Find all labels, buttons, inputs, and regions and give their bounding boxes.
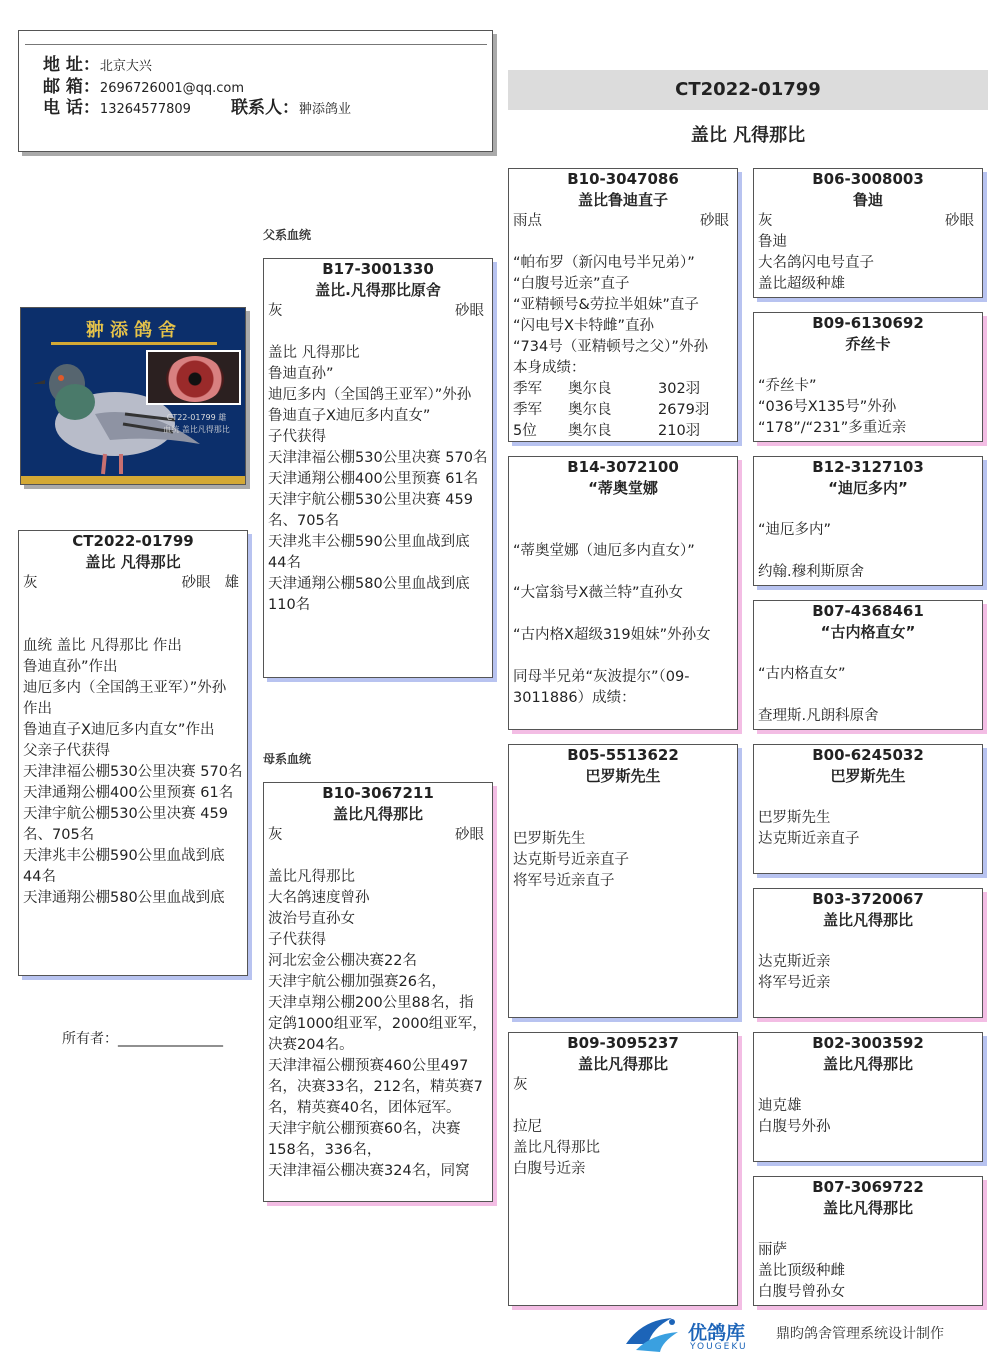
subject-notes: 血统 盖比 凡得那比 作出 鲁迪直孙”作出 迪厄多内（全国鸽王亚军）”外孙 作出 鲁迪直子X迪厄多内直女”作出 父亲子代获得 天津津福公棚530公里决赛 570名 天津通翔公棚400公里预赛 61名 天津宇航公棚530公里决赛 459名、705名 天津兆丰公棚590公里血战到底44名 天津通翔公棚580公里血战到底 [23, 638, 243, 906]
result-race: 奥尔良 [568, 423, 612, 439]
sire-sire-eye: 砂眼 [700, 213, 729, 229]
sire-sire-ring: B10-3047086 [567, 170, 679, 188]
dam-notes: 盖比凡得那比 大名鸽速度曾孙 波治号直孙女 子代获得 河北宏金公棚决赛22名 天津宇航公棚加强赛26名， 天津卓翔公棚200公里88名，指定鸽1000组亚军，2000组亚军，决赛204名。 天津津福公棚预赛460公里497名，决赛33名，212名，精英赛7名，精英赛40名，团体冠军。 天津宇航公棚预赛60名，决赛158名，336名， 天津津福公棚决赛324名，同窝 [268, 869, 487, 1179]
dam-dam-notes: 拉尼 盖比凡得那比 白腹号近亲 [513, 1119, 600, 1177]
sds-ring: B12-3127103 [812, 458, 924, 476]
subject-sex: 雄 [224, 575, 239, 591]
result-race: 奥尔良 [568, 381, 612, 397]
subject-card [18, 530, 248, 976]
result-count: 302羽 [658, 381, 701, 397]
footer-credit: 鼎昀鸽舍管理系统设计制作 [776, 1326, 944, 1342]
email-value[interactable]: 2696726001@qq.com [99, 81, 245, 96]
sire-sire-traits [509, 211, 737, 232]
owner-label: 所有者： [62, 1031, 118, 1047]
dam-sire-name: 巴罗斯先生 [585, 767, 661, 785]
ssd-notes: “乔丝卡” “036号X135号”外孙 “178”/“231”多重近亲 [758, 378, 907, 436]
phone-value: 13264577809 [99, 102, 191, 117]
sdd-card [753, 600, 983, 730]
sire-name: 盖比.凡得那比原舍 [315, 281, 441, 299]
dam-dam-card [508, 1032, 738, 1306]
address-label: 地 址： [43, 55, 100, 75]
dds-notes: 迪克雄 白腹号外孙 [758, 1098, 831, 1135]
sss-name: 鲁迪 [852, 191, 883, 209]
sdd-notes: “古内格直女” 查理斯.凡朗科原舍 [758, 666, 879, 724]
sss-color: 灰 [758, 213, 773, 229]
dam-sire-ring: B05-5513622 [567, 746, 679, 764]
dam-sire-card [508, 744, 738, 1018]
dam-dam-traits [509, 1075, 737, 1096]
pedigree-ring: CT2022-01799 [675, 79, 821, 100]
sire-dam-ring: B14-3072100 [567, 458, 679, 476]
sss-eye: 砂眼 [945, 213, 974, 229]
ssd-card [753, 312, 983, 442]
eye-inset [146, 350, 241, 405]
dam-dam-name: 盖比凡得那比 [577, 1055, 668, 1073]
photo-caption-2: 血统 盖比凡得那比 [163, 425, 230, 434]
sire-ring: B17-3001330 [322, 260, 434, 278]
result-place: 季军 [513, 381, 542, 397]
ddd-ring: B07-3069722 [812, 1178, 924, 1196]
dam-section-label: 母系血统 [263, 752, 312, 766]
sss-card [753, 168, 983, 298]
result-count: 2679羽 [658, 402, 710, 418]
ssd-ring: B09-6130692 [812, 314, 924, 332]
sdd-ring: B07-4368461 [812, 602, 924, 620]
sire-notes: 盖比 凡得那比 鲁迪直孙” 迪厄多内（全国鸽王亚军）”外孙 鲁迪直子X迪厄多内直女” 子代获得 天津津福公棚530公里决赛 570名 天津通翔公棚400公里预赛 61名 天津宇航公棚530公里决赛 459名、705名 天津兆丰公棚590公里血战到底44名 天津通翔公棚580公里血战到底110名 [268, 345, 488, 613]
photo-banner: 翀添鸽舍 [86, 320, 182, 341]
subject-traits [19, 573, 247, 594]
email-row [43, 77, 244, 99]
sire-section-label: 父系血统 [263, 228, 312, 242]
sire-color: 灰 [268, 303, 283, 319]
ssd-name: 乔丝卡 [845, 335, 891, 353]
subject-color: 灰 [23, 575, 38, 591]
pedigree-title: 盖比 凡得那比 [690, 125, 806, 146]
dsd-ring: B03-3720067 [812, 890, 924, 908]
sss-traits [754, 211, 982, 232]
sire-dam-name: “蒂奥堂娜 [588, 479, 658, 497]
sds-name: “迪厄多内” [828, 479, 908, 497]
ddd-card [753, 1176, 983, 1306]
logo-subtext: YOUGEKU [690, 1342, 748, 1352]
dss-ring: B00-6245032 [812, 746, 924, 764]
ddd-notes: 丽萨 盖比顶级种雌 白腹号曾孙女 [758, 1242, 845, 1300]
sire-sire-notes: “帕布罗（新闪电号半兄弟）” “白腹号近亲”直子 “亚精顿号&劳拉半姐妹”直子 “闪电号X卡特雌”直孙 “734号（亚精顿号之父）”外孙 本身成绩： [513, 255, 708, 376]
sire-sire-result-row [509, 400, 737, 421]
dds-card [753, 1032, 983, 1162]
dam-sire-notes: 巴罗斯先生 达克斯号近亲直子 将军号近亲直子 [513, 831, 629, 889]
dsd-notes: 达克斯近亲 将军号近亲 [758, 954, 831, 991]
pedigree-header-bar [508, 70, 988, 110]
subject-ring: CT2022-01799 [72, 532, 194, 550]
sire-sire-result-row [509, 421, 737, 442]
dam-card [263, 782, 493, 1202]
sire-sire-result-row [509, 379, 737, 400]
contact-box [18, 30, 493, 152]
sire-sire-name: 盖比鲁迪直子 [577, 191, 668, 209]
sire-sire-card [508, 168, 738, 442]
dss-card [753, 744, 983, 874]
result-place: 季军 [513, 402, 542, 418]
dsd-name: 盖比凡得那比 [822, 911, 913, 929]
sdd-name: “古内格直女” [820, 623, 916, 641]
sire-sire-color: 雨点 [513, 213, 542, 229]
photo-caption-1: CT22-01799 雄 [166, 413, 227, 422]
dam-color: 灰 [268, 827, 283, 843]
contact-person-row [231, 98, 351, 120]
contact-person-value: 翀添鸽业 [299, 102, 352, 117]
result-place: 5位 [513, 423, 537, 439]
sds-notes: “迪厄多内” 约翰.穆利斯原舍 [758, 522, 865, 580]
dam-traits [264, 825, 492, 846]
phone-row [43, 98, 191, 120]
owner-line [62, 1028, 223, 1048]
sire-traits [264, 301, 492, 322]
sire-eye: 砂眼 [455, 303, 484, 319]
yougeku-logo-icon [622, 1314, 684, 1356]
ddd-name: 盖比凡得那比 [822, 1199, 913, 1217]
sire-dam-card [508, 456, 738, 730]
contact-divider [25, 44, 487, 45]
dam-name: 盖比凡得那比 [332, 805, 423, 823]
dsd-card [753, 888, 983, 1018]
result-count: 210羽 [658, 423, 701, 439]
subject-eye: 砂眼 [181, 575, 211, 591]
dam-eye: 砂眼 [455, 827, 484, 843]
dam-ring: B10-3067211 [322, 784, 434, 802]
dss-notes: 巴罗斯先生 达克斯近亲直子 [758, 810, 860, 847]
sss-notes: 鲁迪 大名鸽闪电号直子 盖比超级种雄 [758, 234, 874, 292]
dds-ring: B02-3003592 [812, 1034, 924, 1052]
sire-dam-notes: “蒂奥堂娜（迪厄多内直女）” “大富翁号X薇兰特”直孙女 “古内格X超级319姐妹”外孙女 同母半兄弟“灰波提尔”（09-3011886）成绩： [513, 543, 711, 706]
subject-eye-sex [182, 573, 239, 594]
owner-blank: _______________ [118, 1031, 223, 1047]
email-label: 邮 箱： [43, 77, 100, 97]
phone-label: 电 话： [43, 98, 100, 118]
sss-ring: B06-3008003 [812, 170, 924, 188]
dds-name: 盖比凡得那比 [822, 1055, 913, 1073]
pigeon-photo [20, 307, 246, 485]
address-value: 北京大兴 [99, 59, 152, 74]
eye-iris [166, 356, 224, 402]
dam-dam-color: 灰 [513, 1077, 528, 1093]
photo-bottom-border [21, 476, 246, 485]
subject-name: 盖比 凡得那比 [85, 553, 181, 571]
logo-text: 优鸽库 [688, 1322, 746, 1344]
sds-card [753, 456, 983, 586]
dam-dam-ring: B09-3095237 [567, 1034, 679, 1052]
dss-name: 巴罗斯先生 [830, 767, 906, 785]
address-row [43, 55, 152, 77]
sire-card [263, 258, 493, 678]
contact-person-label: 联系人： [231, 98, 299, 118]
result-race: 奥尔良 [568, 402, 612, 418]
